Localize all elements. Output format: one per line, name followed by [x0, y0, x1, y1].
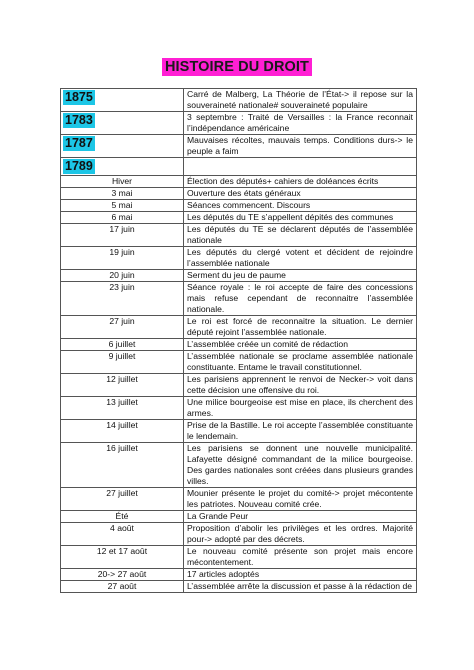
table-row	[61, 224, 417, 247]
table-row	[61, 188, 417, 200]
table-row	[61, 89, 417, 112]
date-cell: 9 juillet	[61, 351, 184, 374]
event-cell: La Grande Peur	[184, 511, 417, 523]
year-label: 1783	[65, 113, 93, 127]
table-row	[61, 488, 417, 511]
date-cell: 20 juin	[61, 270, 184, 282]
date-cell: 16 juillet	[61, 443, 184, 488]
year-cell	[61, 158, 184, 176]
year-cell	[61, 89, 184, 112]
date-cell: 23 juin	[61, 282, 184, 316]
year-label: 1787	[65, 136, 93, 150]
date-cell: 20-> 27 août	[61, 569, 184, 581]
event-cell: Prise de la Bastille. Le roi accepte l’assemblée constituante le lendemain.	[184, 420, 417, 443]
table-row	[61, 176, 417, 188]
table-row	[61, 282, 417, 316]
table-row	[61, 112, 417, 135]
table-row	[61, 135, 417, 158]
event-cell: Serment du jeu de paume	[184, 270, 417, 282]
table-row	[61, 247, 417, 270]
table-row	[61, 316, 417, 339]
table-row	[61, 523, 417, 546]
event-cell: Les parisiens se donnent une nouvelle municipalité. Lafayette désigné commandant de la milice bourgeoise. Des gardes nationales sont créées dans plusieurs grandes villes.	[184, 443, 417, 488]
event-cell: Les députés du TE se déclarent députés de l’assemblée nationale	[184, 224, 417, 247]
table-row	[61, 581, 417, 593]
event-cell: Le nouveau comité présente son projet mais encore mécontentement.	[184, 546, 417, 569]
title-wrap	[0, 58, 474, 76]
table-row	[61, 212, 417, 224]
table-row	[61, 443, 417, 488]
table-row	[61, 200, 417, 212]
table-row	[61, 351, 417, 374]
table-row	[61, 420, 417, 443]
date-cell: Hiver	[61, 176, 184, 188]
timeline-body	[61, 89, 417, 593]
table-row	[61, 511, 417, 523]
event-cell: Carré de Malberg, La Théorie de l’État-> il repose sur la souveraineté nationale# souveraineté populaire	[184, 89, 417, 112]
event-cell: L’assemblée créée un comité de rédaction	[184, 339, 417, 351]
date-cell: 4 août	[61, 523, 184, 546]
event-cell: Séances commencent. Discours	[184, 200, 417, 212]
date-cell: 27 août	[61, 581, 184, 593]
event-cell: Mauvaises récoltes, mauvais temps. Conditions durs-> le peuple a faim	[184, 135, 417, 158]
table-row	[61, 569, 417, 581]
event-cell: Le roi est forcé de reconnaitre la situation. Le dernier député rejoint l’assemblée nationale.	[184, 316, 417, 339]
event-cell: L’assemblée nationale se proclame assemblée nationale constituante. Entame le travail constitutionnel.	[184, 351, 417, 374]
table-row	[61, 339, 417, 351]
date-cell: 5 mai	[61, 200, 184, 212]
table-row	[61, 270, 417, 282]
date-cell: 3 mai	[61, 188, 184, 200]
event-cell: L’assemblée arrête la discussion et passe à la rédaction de	[184, 581, 417, 593]
table-row	[61, 546, 417, 569]
year-label: 1789	[65, 159, 93, 173]
year-cell	[61, 112, 184, 135]
event-cell: Une milice bourgeoise est mise en place, ils cherchent des armes.	[184, 397, 417, 420]
event-cell: Ouverture des états généraux	[184, 188, 417, 200]
date-cell: 27 juin	[61, 316, 184, 339]
date-cell: 19 juin	[61, 247, 184, 270]
date-cell: 13 juillet	[61, 397, 184, 420]
date-cell: 6 mai	[61, 212, 184, 224]
event-cell: Mounier présente le projet du comité-> projet mécontente les patriotes. Nouveau comité crée.	[184, 488, 417, 511]
date-cell: 12 et 17 août	[61, 546, 184, 569]
date-cell: 27 juillet	[61, 488, 184, 511]
event-cell: Séance royale : le roi accepte de faire des concessions mais refuse cependant de reconnaitre l’assemblée nationale.	[184, 282, 417, 316]
table-row	[61, 374, 417, 397]
event-cell: Les députés du clergé votent et décident de rejoindre l’assemblée nationale	[184, 247, 417, 270]
timeline-table	[60, 88, 417, 593]
date-cell: Été	[61, 511, 184, 523]
year-cell	[61, 135, 184, 158]
table-row	[61, 397, 417, 420]
event-cell: 3 septembre : Traité de Versailles : la France reconnait l’indépendance américaine	[184, 112, 417, 135]
date-cell: 14 juillet	[61, 420, 184, 443]
event-cell: Les parisiens apprennent le renvoi de Necker-> voit dans cette décision une offensive du roi.	[184, 374, 417, 397]
date-cell: 12 juillet	[61, 374, 184, 397]
date-cell: 17 juin	[61, 224, 184, 247]
event-cell: 17 articles adoptés	[184, 569, 417, 581]
date-cell: 6 juillet	[61, 339, 184, 351]
event-cell	[184, 158, 417, 176]
event-cell: Proposition d’abolir les privilèges et les ordres. Majorité pour-> adopté par des décrets.	[184, 523, 417, 546]
table-row	[61, 158, 417, 176]
page-title: HISTOIRE DU DROIT	[162, 58, 312, 76]
event-cell: Les députés du TE s’appellent dépités des communes	[184, 212, 417, 224]
year-label: 1875	[65, 90, 93, 104]
event-cell: Élection des députés+ cahiers de doléances écrits	[184, 176, 417, 188]
